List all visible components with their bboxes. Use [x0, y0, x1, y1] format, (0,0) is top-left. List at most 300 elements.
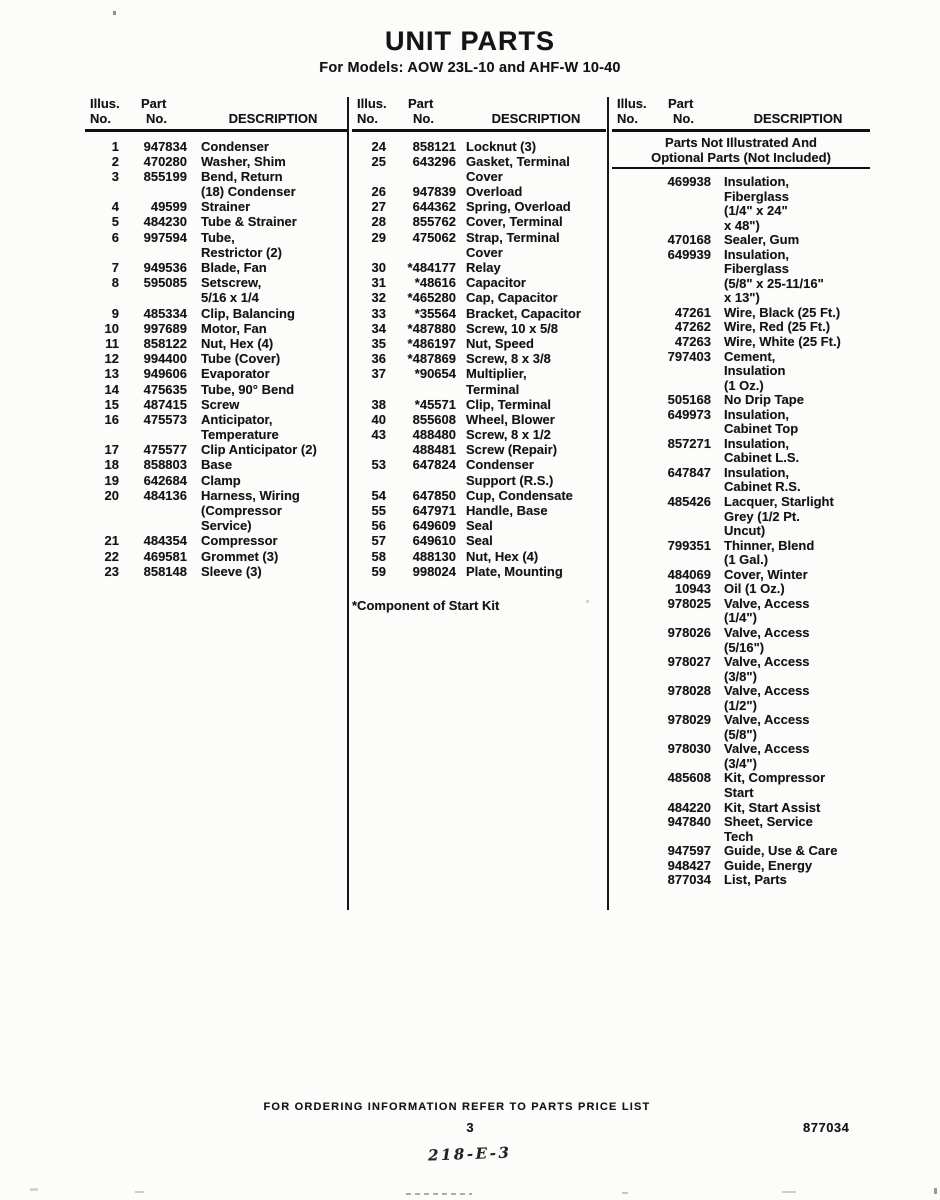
description-cell	[456, 412, 606, 427]
table-header-row	[85, 97, 347, 111]
illus-no-cell: 38	[371, 396, 386, 412]
description-cell	[187, 397, 347, 412]
part-no-cell: 978025	[667, 595, 711, 611]
description-line: Guide, Use & Care	[724, 843, 838, 859]
column-divider	[347, 97, 349, 910]
part-no-cell: 475577	[143, 442, 187, 458]
illus-no-cell: 2	[111, 153, 119, 169]
description-cell	[711, 306, 870, 321]
table-header-row	[612, 97, 870, 111]
illus-no-cell: 10	[104, 320, 119, 336]
part-no-cell: 644362	[412, 199, 456, 215]
description-cell	[711, 408, 870, 437]
part-no-cell: 978026	[667, 624, 711, 640]
description-cell	[711, 801, 870, 816]
description-cell	[456, 275, 606, 290]
parts-column-2	[352, 97, 606, 613]
description-line: 5/16 x 1/4	[201, 290, 259, 306]
part-no-cell: 855608	[412, 411, 456, 427]
description-line: Condenser	[466, 457, 534, 473]
table-row	[85, 488, 347, 534]
part-no-cell: 797403	[667, 348, 711, 364]
illus-no-cell: 18	[104, 457, 119, 473]
banner-rule	[612, 167, 870, 170]
description-line: Washer, Shim	[201, 153, 286, 169]
table-row	[352, 306, 606, 321]
part-no-cell: 487415	[143, 396, 187, 412]
table-row	[85, 564, 347, 579]
description-cell	[711, 815, 870, 844]
description-line: Relay	[466, 260, 501, 275]
description-cell	[456, 533, 606, 548]
part-no-cell: 484220	[667, 799, 711, 815]
part-no-cell: 649939	[667, 246, 711, 262]
part-no-cell: 47262	[674, 319, 711, 335]
description-cell	[456, 154, 606, 184]
description-cell	[711, 393, 870, 408]
start-kit-footnote: *Component of Start Kit	[352, 597, 500, 613]
part-no-cell: 978027	[667, 654, 711, 670]
description-line: Insulation	[724, 363, 786, 379]
part-no-cell: 858122	[143, 335, 187, 351]
part-no-cell: 947597	[667, 843, 711, 859]
table-row	[612, 742, 870, 771]
part-no-cell: 857271	[667, 435, 711, 451]
description-line: Blade, Fan	[201, 260, 267, 275]
table-row	[612, 771, 870, 800]
description-cell	[711, 539, 870, 568]
part-no-cell: 470280	[143, 153, 187, 169]
speck	[135, 1191, 144, 1193]
description-line: (3/8")	[724, 668, 757, 684]
description-line: Tube (Cover)	[201, 351, 281, 367]
description-line: Cabinet R.S.	[724, 479, 801, 495]
description-cell	[711, 248, 870, 306]
table-row	[352, 290, 606, 305]
description-cell	[456, 184, 606, 199]
description-line: Cap, Capacitor	[466, 290, 558, 306]
speck	[782, 1191, 796, 1193]
description-line: Temperature	[201, 427, 279, 443]
description-line: Cover	[466, 168, 503, 184]
illus-no-cell	[352, 442, 386, 457]
description-line: Screw, 8 x 3/8	[466, 351, 551, 367]
table-row	[85, 351, 347, 366]
table-row	[352, 351, 606, 366]
column-divider	[607, 97, 609, 910]
description-line: Nut, Hex (4)	[466, 548, 539, 564]
table-row	[612, 320, 870, 335]
description-cell	[711, 335, 870, 350]
banner-line: Parts Not Illustrated And	[665, 134, 817, 150]
part-no-cell: 49599	[150, 199, 187, 215]
header-rule	[352, 129, 606, 132]
table-row	[612, 655, 870, 684]
table-row	[612, 350, 870, 394]
description-cell	[711, 771, 870, 800]
table-row	[85, 442, 347, 457]
part-no-cell: 475635	[143, 381, 187, 397]
description-cell	[711, 626, 870, 655]
table-row	[612, 684, 870, 713]
part-no-cell: 978029	[667, 712, 711, 728]
description-line: Seal	[466, 518, 493, 534]
illus-no-cell: 36	[371, 351, 386, 367]
description-cell	[456, 564, 606, 579]
part-no-cell: 484069	[667, 566, 711, 582]
description-line: Cabinet Top	[724, 421, 799, 437]
part-header-label: Part	[668, 96, 694, 111]
description-line: Cover, Terminal	[466, 214, 563, 230]
table-row	[85, 457, 347, 472]
table-row	[352, 564, 606, 579]
illus-no-cell: 14	[104, 381, 119, 397]
table-row	[612, 713, 870, 742]
description-line: Strap, Terminal	[466, 229, 560, 245]
part-no-cell: *487880	[407, 320, 456, 336]
description-cell	[456, 351, 606, 366]
illus-no-cell: 21	[104, 533, 119, 549]
description-line: Nut, Speed	[466, 335, 534, 351]
description-cell	[456, 260, 606, 275]
description-line: Wire, Black (25 Ft.)	[724, 304, 841, 320]
description-line: Evaporator	[201, 366, 270, 382]
description-cell	[187, 214, 347, 229]
part-no-cell: 947839	[412, 184, 456, 200]
illus-no-header-label: No.	[617, 111, 638, 126]
part-no-cell: 877034	[667, 872, 711, 888]
description-line: Guide, Energy	[724, 857, 813, 873]
table-row	[85, 412, 347, 442]
illus-no-cell: 8	[111, 275, 119, 291]
description-line: Sleeve (3)	[201, 563, 262, 579]
page-subtitle: For Models: AOW 23L-10 and AHF-W 10-40	[319, 60, 621, 76]
description-cell	[187, 199, 347, 214]
table-row	[85, 366, 347, 381]
illus-no-cell: 26	[371, 184, 386, 200]
table-row	[612, 335, 870, 350]
header-rule	[85, 129, 347, 132]
part-no-cell: 469581	[143, 548, 187, 564]
part-no-cell: 947840	[667, 814, 711, 830]
description-line: No Drip Tape	[724, 392, 804, 408]
description-cell	[711, 437, 870, 466]
parts-column-3	[612, 97, 870, 888]
description-cell	[187, 382, 347, 397]
illus-no-cell: 19	[104, 472, 119, 488]
description-cell	[456, 321, 606, 336]
parts-rows	[612, 175, 870, 888]
part-no-cell: 488481	[412, 442, 456, 458]
description-line: Tech	[724, 828, 754, 844]
illus-no-cell: 15	[104, 396, 119, 412]
description-line: Fiberglass	[724, 261, 790, 277]
table-row	[612, 437, 870, 466]
table-row	[612, 175, 870, 233]
table-header-row	[612, 111, 870, 127]
description-line: Support (R.S.)	[466, 472, 554, 488]
speck	[586, 600, 589, 603]
part-no-cell: 642684	[143, 472, 187, 488]
description-line: Valve, Access	[724, 654, 810, 670]
table-row	[352, 457, 606, 487]
description-line: Grey (1/2 Pt.	[724, 508, 800, 524]
part-no-cell: 947834	[143, 138, 187, 154]
parts-column-1	[85, 97, 347, 579]
description-line: Clamp	[201, 472, 241, 488]
table-row	[612, 306, 870, 321]
part-no-cell: 649609	[412, 518, 456, 534]
description-cell	[456, 199, 606, 214]
description-line: Cup, Condensate	[466, 487, 573, 503]
table-row	[612, 801, 870, 816]
description-cell	[456, 457, 606, 487]
spacer	[189, 97, 347, 111]
spacer	[456, 97, 606, 111]
description-line: Grommet (3)	[201, 548, 279, 564]
page-title: UNIT PARTS	[385, 26, 555, 56]
description-line: Multiplier,	[466, 366, 527, 382]
description-line: Screw (Repair)	[466, 442, 558, 458]
table-row	[85, 260, 347, 275]
description-header-label: DESCRIPTION	[228, 111, 318, 126]
part-no-cell: 47261	[674, 304, 711, 320]
part-no-cell: 997594	[143, 229, 187, 245]
description-cell	[711, 742, 870, 771]
description-line: Clip Anticipator (2)	[201, 442, 317, 458]
description-line: Locknut (3)	[466, 138, 537, 154]
table-row	[85, 230, 347, 260]
description-line: Setscrew,	[201, 275, 262, 291]
description-cell	[711, 568, 870, 583]
table-row	[612, 597, 870, 626]
description-line: (1 Oz.)	[724, 377, 764, 393]
description-cell	[187, 366, 347, 381]
table-row	[612, 495, 870, 539]
description-header-label: DESCRIPTION	[753, 111, 843, 126]
description-line: Wheel, Blower	[466, 411, 555, 427]
description-line: (5/8")	[724, 726, 757, 742]
description-line: Nut, Hex (4)	[201, 335, 274, 351]
table-row	[85, 214, 347, 229]
illus-no-cell: 29	[371, 229, 386, 245]
description-cell	[187, 306, 347, 321]
table-row	[352, 199, 606, 214]
speck	[406, 1193, 472, 1195]
description-cell	[456, 336, 606, 351]
description-line: Uncut)	[724, 523, 766, 539]
table-row	[612, 393, 870, 408]
description-line: Cement,	[724, 348, 776, 364]
description-cell	[187, 154, 347, 169]
description-line: (5/8" x 25-11/16"	[724, 275, 824, 291]
illus-header-label: Illus.	[357, 96, 387, 111]
description-line: Lacquer, Starlight	[724, 494, 834, 510]
part-no-cell: 978028	[667, 683, 711, 699]
description-line: Terminal	[466, 381, 520, 397]
part-no-cell: *48616	[414, 275, 456, 291]
description-line: Cabinet L.S.	[724, 450, 800, 466]
table-row	[85, 306, 347, 321]
illus-no-cell: 11	[105, 335, 119, 351]
description-cell	[456, 306, 606, 321]
speck	[934, 1188, 937, 1194]
table-row	[85, 549, 347, 564]
illus-no-cell: 43	[371, 427, 386, 443]
part-no-cell: 799351	[667, 537, 711, 553]
illus-header-label: Illus.	[617, 96, 647, 111]
part-no-cell: *45571	[414, 396, 456, 412]
part-no-cell: 595085	[143, 275, 187, 291]
parts-rows	[352, 139, 606, 579]
table-row	[85, 397, 347, 412]
description-cell	[456, 290, 606, 305]
description-cell	[711, 655, 870, 684]
table-row	[85, 199, 347, 214]
part-no-cell: 47263	[674, 334, 711, 350]
description-line: Valve, Access	[724, 712, 810, 728]
part-no-cell: 469938	[667, 174, 711, 189]
description-line: Bend, Return	[201, 168, 283, 184]
illus-no-header-label: No.	[90, 111, 111, 126]
description-line: Insulation,	[724, 435, 789, 451]
part-no-cell: 858803	[143, 457, 187, 473]
table-row	[352, 442, 606, 457]
illus-no-cell: 53	[371, 457, 386, 473]
part-no-cell: 649973	[667, 406, 711, 422]
table-row	[352, 518, 606, 533]
description-line: Anticipator,	[201, 411, 273, 427]
illus-no-cell: 30	[371, 260, 386, 275]
description-cell	[187, 260, 347, 275]
table-row	[612, 233, 870, 248]
description-cell	[187, 169, 347, 199]
table-header-row	[85, 111, 347, 127]
description-cell	[711, 233, 870, 248]
part-no-cell: 475062	[412, 229, 456, 245]
illus-no-cell: 57	[371, 533, 386, 549]
part-no-cell: 488130	[412, 548, 456, 564]
illus-no-cell: 28	[371, 214, 386, 230]
illus-no-cell: 25	[371, 153, 386, 169]
illus-no-cell: 16	[104, 411, 119, 427]
description-cell	[456, 488, 606, 503]
description-cell	[187, 139, 347, 154]
description-line: Tube,	[201, 229, 235, 245]
illus-no-cell: 31	[371, 275, 386, 291]
part-no-cell: *484177	[407, 260, 456, 275]
illus-no-cell: 56	[371, 518, 386, 534]
description-cell	[711, 320, 870, 335]
description-line: Base	[201, 457, 233, 473]
table-row	[352, 260, 606, 275]
part-no-cell: 855762	[412, 214, 456, 230]
table-row	[352, 154, 606, 184]
part-no-cell: *35564	[414, 305, 456, 321]
description-cell	[711, 873, 870, 888]
illus-no-cell: 22	[104, 548, 119, 564]
description-line: Plate, Mounting	[466, 563, 563, 579]
description-line: Motor, Fan	[201, 320, 267, 336]
description-line: (18) Condenser	[201, 184, 296, 200]
description-line: Thinner, Blend	[724, 537, 815, 553]
part-no-cell: *486197	[407, 335, 456, 351]
part-no-cell: 643296	[412, 153, 456, 169]
table-row	[85, 533, 347, 548]
description-line: Overload	[466, 184, 523, 200]
table-row	[85, 382, 347, 397]
illus-no-cell: 5	[111, 214, 119, 230]
table-row	[612, 248, 870, 306]
table-row	[612, 568, 870, 583]
description-line: x 13")	[724, 290, 760, 306]
table-row	[612, 859, 870, 874]
description-line: Screw, 10 x 5/8	[466, 320, 559, 336]
table-row	[85, 336, 347, 351]
table-row	[352, 275, 606, 290]
speck	[113, 11, 116, 15]
description-line: (1/4")	[724, 610, 757, 626]
table-row	[612, 582, 870, 597]
table-row	[352, 139, 606, 154]
part-no-cell: 858121	[412, 138, 456, 154]
speck	[30, 1188, 38, 1191]
description-line: Compressor	[201, 533, 278, 549]
illus-no-cell: 23	[104, 563, 119, 579]
description-line: Valve, Access	[724, 595, 810, 611]
description-line: Start	[724, 784, 754, 800]
table-row	[352, 427, 606, 442]
description-cell	[187, 351, 347, 366]
illus-no-cell: 32	[371, 290, 386, 306]
table-header-row	[352, 97, 606, 111]
document-number: 877034	[803, 1120, 850, 1135]
part-no-cell: 647850	[412, 487, 456, 503]
illus-no-cell: 27	[371, 199, 386, 215]
description-line: (1/2")	[724, 697, 757, 713]
description-line: Screw	[201, 396, 240, 412]
description-line: Sheet, Service	[724, 814, 813, 830]
description-cell	[711, 175, 870, 233]
description-line: Gasket, Terminal	[466, 153, 570, 169]
illus-no-cell: 17	[104, 442, 119, 458]
part-no-cell: 484136	[143, 487, 187, 503]
part-no-cell: 10943	[674, 581, 711, 597]
illus-no-cell: 3	[111, 168, 119, 184]
description-cell	[187, 473, 347, 488]
part-no-cell: 470168	[667, 232, 711, 248]
description-line: Valve, Access	[724, 683, 810, 699]
description-line: Insulation,	[724, 406, 789, 422]
table-row	[352, 488, 606, 503]
table-row	[612, 408, 870, 437]
illus-no-cell: 33	[371, 305, 386, 321]
table-row	[352, 184, 606, 199]
part-no-cell: 475573	[143, 411, 187, 427]
illus-no-cell: 12	[104, 351, 119, 367]
table-row	[352, 321, 606, 336]
handwritten-stamp: 218-E-3	[427, 1143, 512, 1165]
description-cell	[187, 549, 347, 564]
description-cell	[711, 582, 870, 597]
description-line: Insulation,	[724, 246, 789, 262]
description-cell	[187, 230, 347, 260]
part-no-cell: 484230	[143, 214, 187, 230]
description-cell	[456, 442, 606, 457]
description-cell	[456, 427, 606, 442]
description-cell	[187, 442, 347, 457]
table-row	[352, 230, 606, 260]
